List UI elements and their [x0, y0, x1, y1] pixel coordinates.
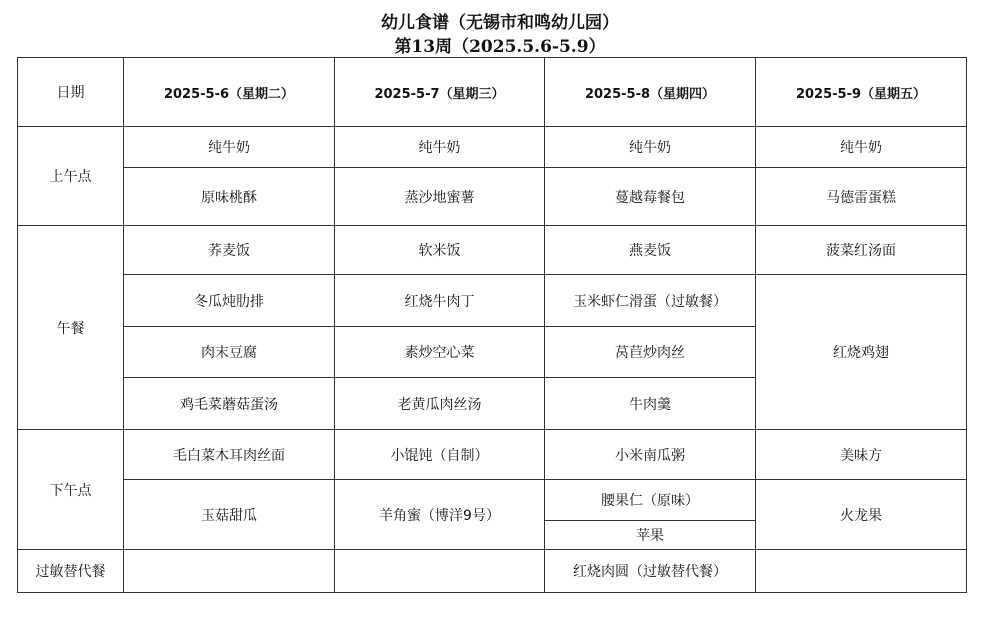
menu-cell: 小米南瓜粥: [545, 430, 756, 480]
header-day-wed: 2025-5-7（星期三）: [335, 58, 545, 127]
menu-cell: 美味方: [756, 430, 967, 480]
menu-cell-afternoon-thu-b: 苹果: [545, 521, 756, 550]
menu-cell: 红烧牛肉丁: [335, 275, 545, 327]
menu-cell: 原味桃酥: [124, 168, 335, 226]
header-date-cell: 日期: [18, 58, 124, 127]
menu-cell: 素炒空心菜: [335, 327, 545, 378]
week-subtitle: 第13周（2025.5.6-5.9）: [394, 37, 606, 57]
allergy-cell-wed: [335, 550, 545, 593]
header-day-thu: 2025-5-8（星期四）: [545, 58, 756, 127]
menu-cell: 冬瓜炖肋排: [124, 275, 335, 327]
menu-cell-afternoon-fri: 火龙果: [756, 480, 967, 550]
menu-cell: 鸡毛菜蘑菇蛋汤: [124, 378, 335, 430]
menu-title: 幼儿食谱（无锡市和鸣幼儿园）: [381, 13, 619, 33]
menu-cell: 荞麦饭: [124, 226, 335, 275]
section-lunch: 午餐: [18, 226, 124, 430]
menu-cell: 老黄瓜肉丝汤: [335, 378, 545, 430]
menu-cell-afternoon-thu-a: 腰果仁（原味）: [545, 480, 756, 521]
menu-cell: 纯牛奶: [545, 127, 756, 168]
menu-cell: 纯牛奶: [756, 127, 967, 168]
menu-cell: 软米饭: [335, 226, 545, 275]
menu-cell: 燕麦饭: [545, 226, 756, 275]
menu-cell: 蔓越莓餐包: [545, 168, 756, 226]
menu-cell: 玉米虾仁滑蛋（过敏餐）: [545, 275, 756, 327]
menu-cell: 牛肉羹: [545, 378, 756, 430]
menu-cell: 肉末豆腐: [124, 327, 335, 378]
allergy-cell-fri: [756, 550, 967, 593]
allergy-cell-tue: [124, 550, 335, 593]
section-afternoon-snack: 下午点: [18, 430, 124, 550]
menu-cell: 纯牛奶: [124, 127, 335, 168]
menu-cell: 小馄饨（自制）: [335, 430, 545, 480]
menu-cell-lunch-fri: 红烧鸡翅: [756, 275, 967, 430]
section-morning-snack: 上午点: [18, 127, 124, 226]
menu-table: [17, 57, 967, 593]
header-day-tue: 2025-5-6（星期二）: [124, 58, 335, 127]
menu-cell-afternoon-wed: 羊角蜜（博洋9号）: [335, 480, 545, 550]
menu-cell: 马德雷蛋糕: [756, 168, 967, 226]
menu-cell: 蒸沙地蜜薯: [335, 168, 545, 226]
section-allergy: 过敏替代餐: [18, 550, 124, 593]
header-day-fri: 2025-5-9（星期五）: [756, 58, 967, 127]
menu-cell: 莴苣炒肉丝: [545, 327, 756, 378]
menu-cell-afternoon-tue: 玉菇甜瓜: [124, 480, 335, 550]
menu-cell: 菠菜红汤面: [756, 226, 967, 275]
menu-cell: 纯牛奶: [335, 127, 545, 168]
menu-cell: 毛白菜木耳肉丝面: [124, 430, 335, 480]
allergy-cell-thu: 红烧肉圆（过敏替代餐）: [545, 550, 756, 593]
